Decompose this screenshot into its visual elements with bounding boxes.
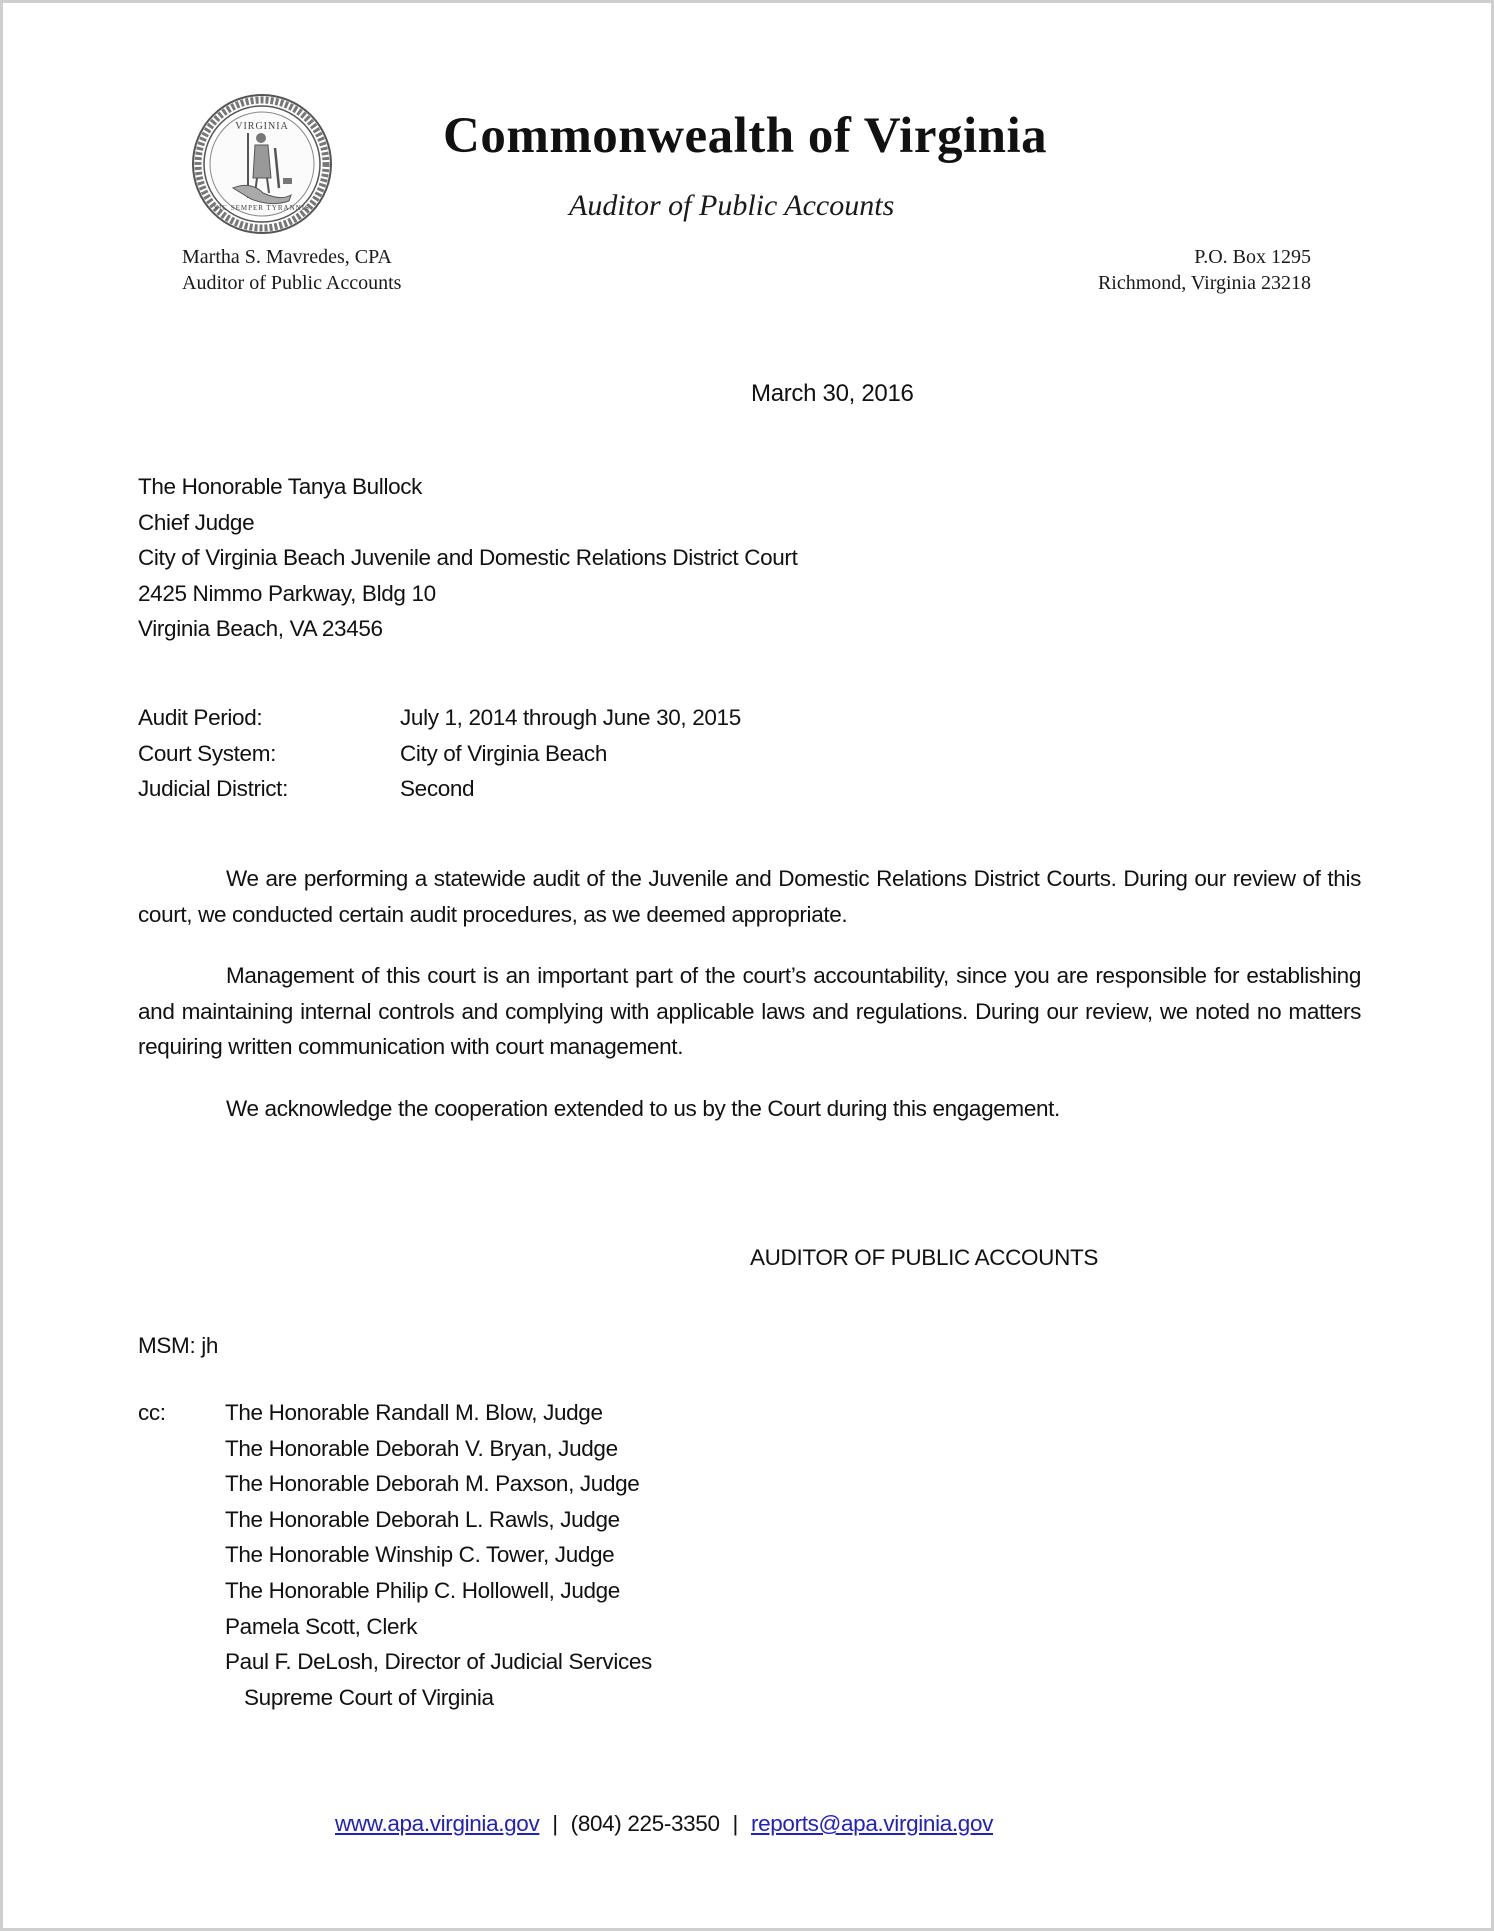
meta-value: Second (400, 776, 475, 802)
addressee-line: 2425 Nimmo Parkway, Bldg 10 (138, 580, 436, 606)
auditor-name: Martha S. Mavredes, CPA (182, 246, 392, 268)
letter-body (138, 861, 1361, 1153)
cc-recipient: The Honorable Philip C. Hollowell, Judge (225, 1577, 620, 1603)
auditor-title: Auditor of Public Accounts (182, 271, 402, 294)
addressee-line: City of Virginia Beach Juvenile and Domestic Relations District Court (138, 545, 798, 571)
body-paragraph: We are performing a statewide audit of the Juvenile and Domestic Relations District Courts. During our review of this court, we conducted certain audit procedures, as we deemed appropriate. (138, 866, 1361, 927)
footer-separator: | (552, 1811, 558, 1836)
cc-row (138, 1395, 652, 1715)
mailing-address-block (1098, 245, 1311, 296)
body-paragraph: We acknowledge the cooperation extended to us by the Court during this engagement. (226, 1095, 1060, 1121)
virginia-seal-icon (191, 93, 333, 235)
cc-recipient: The Honorable Deborah V. Bryan, Judge (225, 1435, 618, 1461)
cc-label: cc: (138, 1400, 166, 1425)
judicial-district-row (138, 771, 741, 807)
addressee-line: The Honorable Tanya Bullock (138, 474, 423, 499)
auditor-name-block (182, 245, 401, 296)
svg-text:SIC SEMPER TYRANNIS: SIC SEMPER TYRANNIS (214, 204, 310, 212)
meta-value: July 1, 2014 through June 30, 2015 (400, 705, 741, 730)
svg-text:VIRGINIA: VIRGINIA (235, 121, 289, 132)
cc-recipient-subline: Supreme Court of Virginia (244, 1684, 494, 1710)
addressee-block (138, 469, 797, 647)
meta-label: Court System: (138, 740, 276, 766)
cc-recipient: The Honorable Winship C. Tower, Judge (225, 1542, 615, 1568)
cc-recipient: Pamela Scott, Clerk (225, 1613, 418, 1639)
letterhead-title: Commonwealth of Virginia (443, 108, 1048, 164)
audit-meta-block (138, 700, 741, 807)
email-link[interactable]: reports@apa.virginia.gov (750, 1811, 994, 1836)
footer-contact (335, 1811, 993, 1837)
addressee-line: Chief Judge (138, 509, 255, 535)
letterhead-subtitle: Auditor of Public Accounts (569, 189, 895, 222)
cc-recipient: The Honorable Deborah M. Paxson, Judge (225, 1471, 640, 1497)
meta-value: City of Virginia Beach (400, 740, 607, 766)
meta-label: Audit Period: (138, 705, 263, 730)
meta-label: Judicial District: (138, 776, 288, 802)
body-paragraph: Management of this court is an important part of the court’s accountability, since you are responsible for establishing and maintaining internal controls and complying with applicable laws and regulations. During our review, we noted no matters requiring written communication with court management. (138, 963, 1361, 1060)
letter-date: March 30, 2016 (751, 380, 914, 407)
po-box: P.O. Box 1295 (1194, 246, 1311, 268)
signature-block: AUDITOR OF PUBLIC ACCOUNTS (750, 1245, 1099, 1270)
addressee-line: Virginia Beach, VA 23456 (138, 616, 383, 642)
audit-period-row (138, 700, 741, 736)
cc-recipient: Paul F. DeLosh, Director of Judicial Services (225, 1649, 652, 1675)
website-link[interactable]: www.apa.virginia.gov (335, 1811, 540, 1836)
phone-number: (804) 225-3350 (570, 1811, 720, 1836)
cc-block (138, 1395, 652, 1715)
cc-recipient: The Honorable Randall M. Blow, Judge (225, 1400, 603, 1425)
city-state-zip: Richmond, Virginia 23218 (1097, 271, 1311, 294)
court-system-row (138, 736, 741, 772)
cc-list (225, 1395, 652, 1715)
reference-initials: MSM: jh (138, 1333, 219, 1358)
cc-recipient: The Honorable Deborah L. Rawls, Judge (225, 1506, 620, 1532)
footer-separator: | (732, 1811, 739, 1836)
